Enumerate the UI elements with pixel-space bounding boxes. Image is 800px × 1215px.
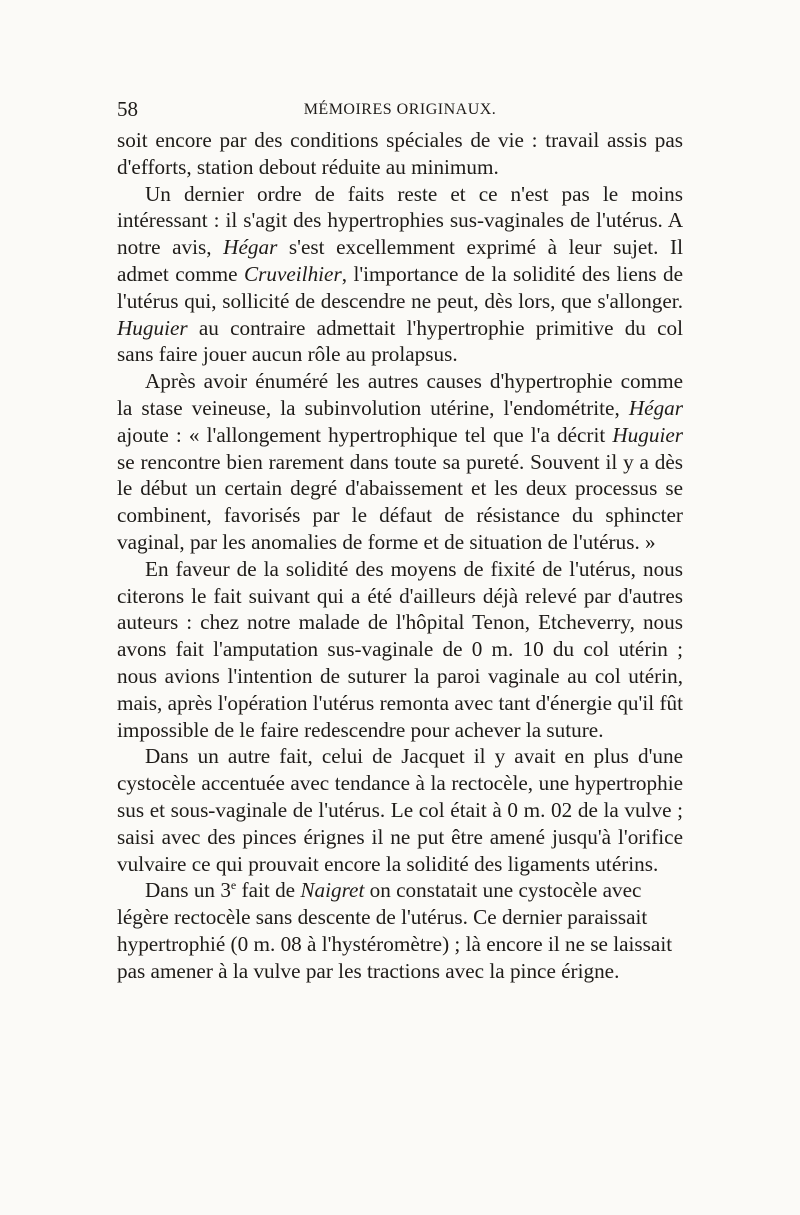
running-title: MÉMOIRES ORIGINAUX. xyxy=(303,101,497,118)
paragraph-3 xyxy=(117,368,683,556)
page-number: 58 xyxy=(117,97,138,121)
body-text xyxy=(117,127,683,985)
paragraph-6 xyxy=(117,877,683,984)
text-segment: on constatait une cystocèle avec légère rectocèle sans descente de l'utérus. Ce dernier paraissait hypertrophié (0 m. 08 à l'hystéromètre) ; là encore il ne se laissait pas amener à la vulve par les tractions avec la pince érigne. xyxy=(117,878,673,983)
text-segment: , l'importance de la solidité des liens de l'utérus qui, sollicité de descendre ne peut, dès lors, que s'allonger. xyxy=(117,261,683,313)
text-segment: au contraire admettait l'hypertrophie primitive du col sans faire jouer aucun rôle au prolapsus. xyxy=(117,315,683,367)
text-segment: s'est excellemment exprimé à leur sujet. Il admet comme xyxy=(117,235,683,286)
text-segment: Dans un autre fait, celui de Jacquet il y avait en plus d'une cystocèle accentuée avec tendance à la rectocèle, une hypertrophie sus et sous-vaginale de l'utérus. Le col était à 0 m. 02 de la vulve ; saisi avec des pinces érignes il ne put être amené jusqu'à l'orifice vulvaire ce qui prouvait encore la solidité des ligaments utérins. xyxy=(117,744,683,876)
ordinal-superscript: e xyxy=(230,878,237,893)
text-segment: soit encore par des conditions spéciales de vie : travail assis pas d'efforts, station debout réduite au minimum. xyxy=(117,128,683,179)
text-segment: fait de xyxy=(236,878,301,903)
text-segment: Après avoir énuméré les autres causes d'hypertrophie comme la stase veineuse, la subinvolution utérine, l'endométrite, xyxy=(117,369,683,420)
text-segment: ajoute : « l'allongement hypertrophique tel que l'a décrit xyxy=(117,422,613,447)
text-segment: se rencontre bien rarement dans toute sa pureté. Souvent il y a dès le début un certain degré d'abaissement et les deux processus se combinent, favorisés par le défaut de résistance du sphincter vaginal, par les anomalies de forme et de situation de l'utérus. » xyxy=(117,449,683,554)
author-name: Hégar xyxy=(628,395,683,420)
author-name: Naigret xyxy=(300,878,365,903)
paragraph-4 xyxy=(117,556,683,744)
text-segment: En faveur de la solidité des moyens de fixité de l'utérus, nous citerons le fait suivant qui a été d'ailleurs déjà relevé par d'autres auteurs : chez notre malade de l'hôpital Tenon, Etcheverry, nous avons fait l'amputation sus-vaginale de 0 m. 10 du col utérin ; nous avions l'intention de suturer la paroi vaginale au col utérin, mais, après l'opération l'utérus remonta avec tant d'énergie qu'il fût impossible de le faire redescendre pour achever la suture. xyxy=(117,556,683,742)
author-name: Hégar xyxy=(223,235,278,260)
author-name: Cruveilhier xyxy=(244,261,342,286)
author-name: Huguier xyxy=(612,422,683,447)
paragraph-1 xyxy=(117,127,683,181)
text-segment: Dans un 3 xyxy=(145,878,231,903)
paragraph-2 xyxy=(117,181,683,369)
author-name: Huguier xyxy=(117,315,188,340)
page-header xyxy=(117,97,683,123)
text-segment: Un dernier ordre de faits reste et ce n'est pas le moins intéressant : il s'agit des hypertrophies sus-vaginales de l'utérus. A notre avis, xyxy=(117,181,683,260)
paragraph-5 xyxy=(117,743,683,877)
